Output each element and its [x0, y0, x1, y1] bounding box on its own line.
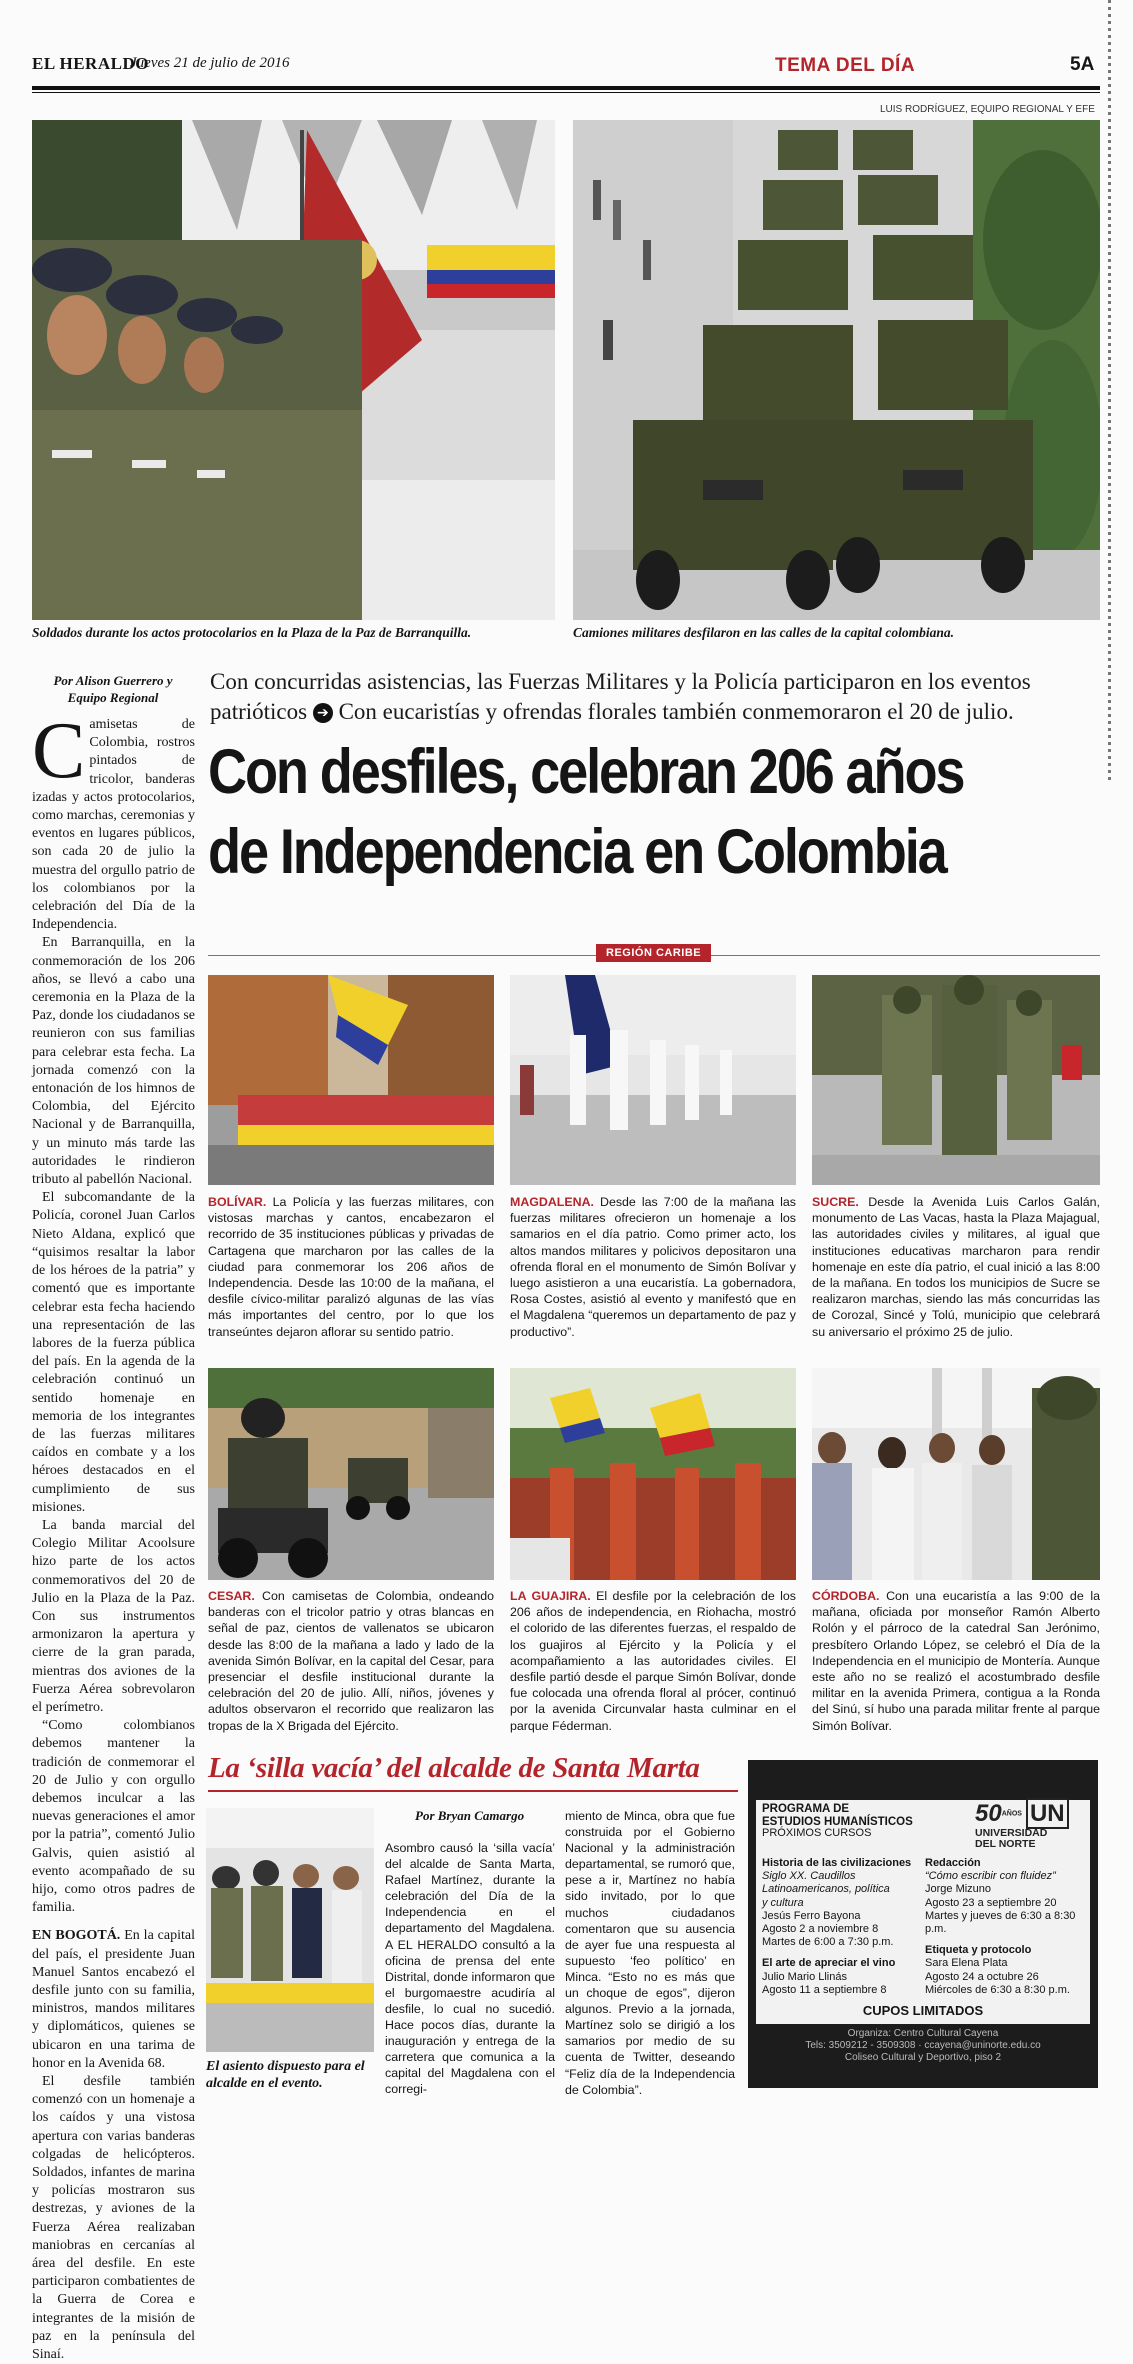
subhead-part-1: Con concurridas asistencias, las Fuerzas Militares y la Policía participaron en los eventos patrióticos [210, 669, 1031, 724]
course-line: “Cómo escribir con fluidez” [925, 1870, 1056, 1883]
newspaper-name: EL HERALDO [32, 54, 149, 73]
ad-cupos-limitados: CUPOS LIMITADOS [756, 1998, 1090, 2024]
photo-caption-soldiers: Soldados durante los actos protocolarios en la Plaza de la Paz de Barranquilla. [32, 625, 472, 640]
region-body: La Policía y las fuerzas militares, con vistosas marchas y cantos, encabezaron el recorrido de 35 instituciones públicas y privadas de Cartagena que marcharon por las calles de la ciudad para conmemorar los 206 años de Independencia. Desde las 10:00 de la mañana, el desfile cívico-militar paralizó algunas de las vías más importantes del centro, por lo que los transeúntes dejaron aflorar su sentido patrio. [208, 1195, 494, 1339]
region-name: BOLÍVAR. [208, 1195, 267, 1209]
region-text-sucre [812, 1194, 1100, 1340]
drop-cap: C [32, 707, 86, 795]
ad-subtitle: PRÓXIMOS CURSOS [762, 1827, 872, 1839]
region-body: Con una eucaristía a las 9:00 de la mañana, oficiada por monseñor Ramón Alberto Rolón y el párroco de la catedral San Jerónimo, presbítero Orlando López, se celebró el Día de la Independencia en el municipio de Montería. Aunque este año no se realizó el acostumbrado desfile militar en la avenida Primera, contigua a la Ronda del Sinú, sí hubo una parada militar frente al parque Simón Bolívar. [812, 1589, 1100, 1733]
ad-title-line: ESTUDIOS HUMANÍSTICOS [762, 1816, 913, 1828]
headline-line-1: Con desfiles, celebran 206 años [208, 737, 964, 807]
region-text-bolivar [208, 1194, 494, 1340]
logo-un: UN [1026, 1798, 1069, 1829]
region-name: SUCRE. [812, 1195, 859, 1209]
headline-line-2: de Independencia en Colombia [208, 817, 946, 887]
ad-footer [756, 2028, 1090, 2064]
course-line: Siglo XX. Caudillos [762, 1870, 856, 1883]
logo-years: 50 [975, 1800, 1002, 1827]
course-line: Latinoamericanos, política [762, 1883, 890, 1896]
logo-years-label: AÑOS [1001, 1810, 1022, 1818]
ad-footer-line: Organiza: Centro Cultural Cayena [847, 2028, 999, 2039]
ad-footer-line: Tels: 3509212 - 3509308 · ccayena@uninorte.edu.co [805, 2040, 1041, 2051]
course-title: Redacción [925, 1857, 981, 1869]
body-paragraph: En la capital del país, el presidente Juan Manuel Santos encabezó el desfile junto con su familia, ministros, mandos militares y diplomáticos, quienes se ubicaron en una tarima de honor en la Avenida 68. [32, 1928, 195, 2071]
article-subhead [210, 667, 1100, 727]
issue-date: Jueves 21 de julio de 2016 [130, 55, 290, 71]
logo-name-line: DEL NORTE [975, 1838, 1036, 1850]
course-line: y cultura [762, 1896, 804, 1909]
photo-cordoba [812, 1368, 1100, 1580]
course-line: Agosto 23 a septiembre 20 [925, 1896, 1057, 1909]
photo-credit: LUIS RODRÍGUEZ, EQUIPO REGIONAL Y EFE [880, 104, 1095, 115]
body-paragraph: El desfile también comenzó con un homenaje a los caídos y una vistosa apertura con varias banderas colgadas de helicópteros. Soldados, infantes de marina y policías mostraron sus destrezas, y aviones de la Fuerza Aérea realizaban maniobras en cercanías al área del desfile. En este participaron combatientes de la Guerra de Corea e integrantes de la misión de paz en la península del Sinaí. [32, 2074, 195, 2363]
region-body: Con camisetas de Colombia, ondeando banderas con el tricolor patrio y otras blancas en señal de paz, cientos de vallenatos se ubicaron desde las 8:00 de la mañana a lado y lado de la avenida Simón Bolívar, en la capital del Cesar, para presenciar el desfile institucional durante la celebración del 20 de julio. Allí, niños, jóvenes y adultos observaron el recorrido que realizaron las tropas de la X Brigada del Ejército. [208, 1589, 494, 1733]
section-title: TEMA DEL DÍA [775, 55, 916, 76]
photo-la-guajira [510, 1368, 796, 1580]
body-paragraph: “Como colombianos debemos mantener la tradición de conmemorar el 20 de Julio y con orgullo debemos inculcar a las nuevas generaciones el amor por la patria”, comentó Julio Galvis, quien asistió al evento acompañado de su hijo, como otros padres de familia. [32, 1718, 195, 1916]
region-name: MAGDALENA. [510, 1195, 594, 1209]
region-text-la-guajira [510, 1588, 796, 1734]
header-rule-thin [32, 92, 1100, 93]
sidebar-title-rule [208, 1790, 738, 1792]
ad-courses-right [925, 1857, 1090, 1997]
ad-title [762, 1803, 913, 1829]
article-body-column [32, 707, 195, 2364]
course-line: Martes y jueves de 6:30 a 8:30 p.m. [925, 1909, 1076, 1936]
photo-cesar [208, 1368, 494, 1580]
course-title: Historia de las civilizaciones [762, 1857, 912, 1869]
photo-soldiers-plaza [32, 120, 555, 620]
photo-sucre [812, 975, 1100, 1185]
region-body: Desde las 7:00 de la mañana las fuerzas militares ofrecieron un homenaje a los samarios en el día patrio. Como primer acto, los altos mandos militares y policivos depositaron una ofrenda floral en el monumento de Simón Bolívar y luego asistieron a una eucaristía. La gobernadora, Rosa Costes, asistió al evento y manifestó que en el Magdalena “queremos un departamento de paz y productivo”. [510, 1195, 796, 1339]
body-paragraph: El subcomandante de la Policía, coronel Juan Carlos Nieto Aldana, explicó que “quisimos resaltar la labor de los héroes de la patria” y comentó que es importante celebrar esta fecha haciendo una representación de las labores de la fuerza pública del país. En la agenda de la celebración continuó un sentido homenaje en memoria de los integrantes de las fuerzas militares caídos en combate y a los héroes destacados en el cumplimiento de sus misiones. [32, 1190, 195, 1515]
sidebar-column-2: miento de Minca, obra que fue construida por el Gobierno Nacional y la administración departamental, se rumoró que, pese a ir, Martínez no había sido invitado, por lo que muchos ciudadanos comentaron que su ausencia de ayer fue una respuesta al supuesto ‘feo político’ en Minca. “Esto no es más que un choque de egos”, dijeron algunos. Previo a la jornada, Martínez solo se dirigió a los samarios por medio de su cuenta de Twitter, deseando “Feliz día de la Independencia de Colombia”. [565, 1809, 735, 2097]
course-line: Agosto 24 a octubre 26 [925, 1970, 1039, 1983]
sidebar-title: La ‘silla vacía’ del alcalde de Santa Marta [208, 1752, 700, 1784]
region-name: CESAR. [208, 1589, 255, 1603]
course-line: Agosto 2 a noviembre 8 [762, 1923, 879, 1936]
logo-name-line: UNIVERSIDAD [975, 1827, 1048, 1839]
arrow-right-icon: ➔ [313, 703, 333, 723]
photo-magdalena [510, 975, 796, 1185]
region-name: CÓRDOBA. [812, 1589, 880, 1603]
region-text-cordoba [812, 1588, 1100, 1734]
body-paragraph: amisetas de Colombia, rostros pintados de tricolor, banderas izadas y actos protocolarios, como marchas, ceremonias y eventos en lugares públicos, son cada 20 de julio la muestra del orgullo patrio de los colombianos por la celebración del Día de la Independencia. [32, 717, 195, 933]
bogota-run-in: EN BOGOTÁ. [32, 1928, 121, 1944]
fold-perforation [1108, 0, 1111, 780]
university-logo [975, 1800, 1133, 1850]
header-rule [32, 86, 1100, 90]
sidebar-column-1: Asombro causó la ‘silla vacía’ del alcalde de Santa Marta, Rafael Martínez, durante la celebración del Día de la Independencia en el departamento del Magdalena. A EL HERALDO consultó a la oficina de prensa del ente Distrital, donde informaron que el burgomaestre acudiría al desfile, lo cual no sucedió. Hace pocos días, durante la inauguración y entrega de la carretera que comunica a la capital del Magdalena con el corregi- [385, 1841, 555, 2097]
article-headline [208, 732, 982, 892]
course-title: Etiqueta y protocolo [925, 1944, 1032, 1957]
ad-footer-line: Coliseo Cultural y Deportivo, piso 2 [844, 2052, 1002, 2063]
region-text-magdalena [510, 1194, 796, 1340]
photo-caption-trucks: Camiones militares desfilaron en las calles de la capital colombiana. [573, 625, 954, 640]
course-line: Jorge Mizuno [925, 1883, 992, 1896]
sidebar-byline: Por Bryan Camargo [415, 1808, 525, 1823]
article-byline: Por Alison Guerrero y Equipo Regional [53, 673, 173, 705]
page-number: 5A [1070, 54, 1095, 75]
photo-empty-seat [206, 1808, 374, 2052]
region-name: LA GUAJIRA. [510, 1589, 591, 1603]
course-line: Sara Elena Plata [925, 1957, 1008, 1970]
sidebar-photo-caption: El asiento dispuesto para el alcalde en el evento. [206, 2059, 365, 2091]
photo-bolivar [208, 975, 494, 1185]
course-line: Julio Mario Llinás [762, 1970, 847, 1983]
course-line: Jesús Ferro Bayona [762, 1909, 861, 1922]
course-line: Miércoles de 6:30 a 8:30 p.m. [925, 1983, 1070, 1996]
body-paragraph: En Barranquilla, en la conmemoración de los 206 años, se llevó a cabo una ceremonia en la Plaza de la Paz, donde los ciudadanos se reunieron con sus familias para celebrar esta fecha. La jornada comenzó con la entonación de los himnos de Colombia, del Ejército Nacional y de Barranquilla, y un minuto más tarde las autoridades le rindieron tributo al pabellón Nacional. [32, 935, 195, 1188]
ad-title-line: PROGRAMA DE [762, 1803, 850, 1815]
region-body: Desde la Avenida Luis Carlos Galán, monumento de Las Vacas, hasta la Plaza Majagual, las autoridades civiles y militares, al igual que instituciones educativas marcharon para rendir homenaje en este día patrio, el cual inició a las 8:00 de la mañana. En todos los municipios de Sucre se realizaron marchas, siendo las más concurridas las de Corozal, Sincé y Tolú, municipio que celebrará su aniversario el próximo 25 de julio. [812, 1195, 1100, 1339]
subhead-part-2: Con eucaristías y ofrendas florales también conmemoraron el 20 de julio. [338, 699, 1014, 724]
region-tag: REGIÓN CARIBE [596, 944, 711, 962]
logo-name [975, 1828, 1047, 1850]
body-paragraph: La banda marcial del Colegio Militar Acoolsure hizo parte de los actos conmemorativos del 20 de Julio en la Plaza de la Paz. Con sus instrumentos armonizaron la apertura y cierre de la gran parada, mientras dos aviones de la Fuerza Aérea sobrevolaron el perímetro. [32, 1517, 195, 1715]
photo-military-trucks [573, 120, 1100, 620]
course-title: El arte de apreciar el vino [762, 1957, 896, 1970]
region-text-cesar [208, 1588, 494, 1734]
course-line: Agosto 11 a septiembre 8 [762, 1983, 887, 1996]
course-line: Martes de 6:00 a 7:30 p.m. [762, 1936, 894, 1949]
region-body: El desfile por la celebración de los 206 años de independencia, en Riohacha, mostró el colorido de las diferentes fuerzas, el respaldo de los guajiros al Ejército y la Policía y el acompañamiento a las autoridades civiles. El desfile partió desde el parque Simón Bolívar, donde fue colocada una ofrenda floral al prócer, continuó por la avenida Circunvalar hasta culminar en el parque Féderman. [510, 1589, 796, 1733]
